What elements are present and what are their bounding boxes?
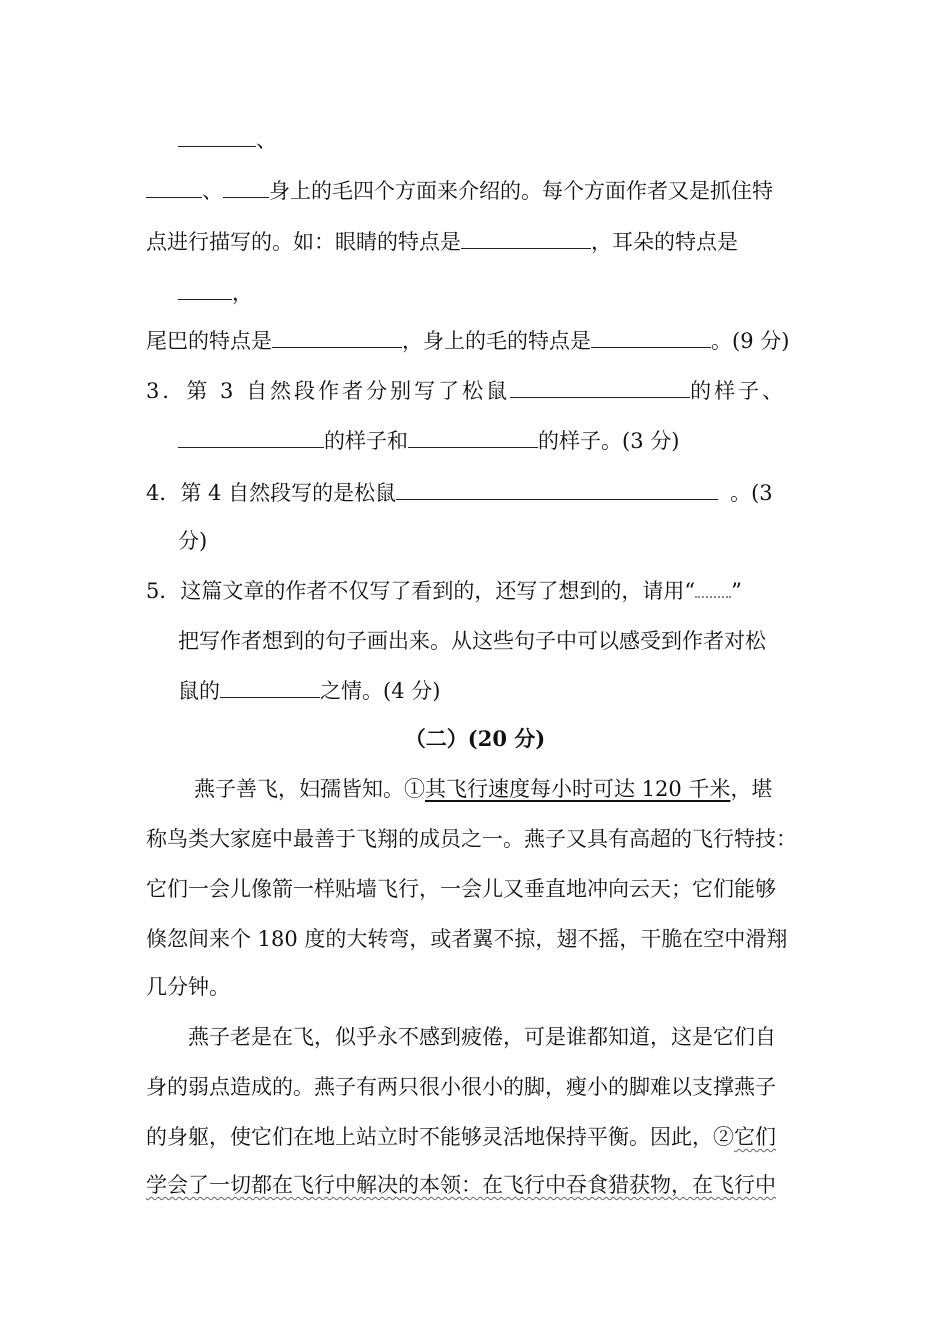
question-3: [146, 376, 786, 406]
question-text: 5．这篇文章的作者不仅写了看到的，还写了想到的，请用“: [146, 579, 696, 603]
question-text: 4．第 4 自然段写的是松鼠: [146, 481, 397, 505]
separator: ，: [232, 281, 253, 305]
blank[interactable]: [408, 427, 538, 448]
answer-line-2: [146, 176, 773, 206]
passage-line: [146, 1122, 776, 1152]
question-text: 的样子和: [324, 429, 408, 453]
question-text: 把写作者想到的句子画出来。从这些句子中可以感受到作者对松: [178, 629, 766, 653]
question-text: 的样子。(3 分): [538, 429, 680, 453]
underlined-sentence-1: 其飞行速度每小时可达 120 千米: [425, 777, 731, 801]
blank[interactable]: [510, 377, 690, 398]
wavy-underlined-sentence-2: 它们: [734, 1125, 776, 1149]
blank[interactable]: [178, 427, 324, 448]
passage-line: [146, 924, 787, 954]
separator: 、: [202, 179, 223, 203]
passage-line: [194, 774, 772, 804]
question-text: 鼠的: [178, 679, 220, 703]
passage-line: [146, 1072, 776, 1102]
passage-text: 的身躯，使它们在地上站立时不能够灵活地保持平衡。因此，②: [146, 1125, 734, 1149]
question-5-cont2: [178, 676, 440, 706]
score: 分): [178, 529, 208, 553]
question-4-cont: [178, 526, 207, 556]
answer-line-1: [178, 125, 277, 155]
answer-line-3: [146, 227, 738, 257]
question-text: ，身上的毛的特点是: [402, 329, 591, 353]
passage-line: [146, 972, 230, 1002]
score: 。(9 分): [711, 329, 790, 353]
passage-text: ，堪: [730, 777, 773, 801]
answer-line-5: [146, 326, 789, 356]
question-text: ，耳朵的特点是: [591, 230, 738, 254]
section-title-text: （二）(20 分): [404, 726, 546, 751]
section-title: [0, 724, 950, 754]
question-5: [146, 576, 742, 606]
score: 之情。(4 分): [320, 679, 441, 703]
passage-text: 燕子老是在飞，似乎永不感到疲倦，可是谁都知道，这是它们自: [188, 1025, 776, 1049]
blank[interactable]: [591, 327, 711, 348]
question-text: 3．第 3 自然段作者分别写了松鼠: [146, 379, 511, 403]
passage-text: 称鸟类大家庭中最善于飞翔的成员之一。燕子又具有高超的飞行特技：: [146, 827, 797, 851]
passage-text: 倏忽间来个 180 度的大转弯，或者翼不掠，翅不摇，干脆在空中滑翔: [146, 927, 788, 951]
passage-line: [146, 1170, 776, 1200]
score: 。(3: [730, 481, 773, 505]
passage-text: 身的弱点造成的。燕子有两只很小很小的脚，瘦小的脚难以支撑燕子: [146, 1075, 776, 1099]
question-5-cont: [178, 626, 766, 656]
blank[interactable]: [146, 177, 202, 198]
passage-text: 几分钟。: [146, 975, 230, 999]
wavy-line-mark: [695, 582, 731, 598]
question-text: ”: [731, 579, 742, 603]
passage-text: 燕子善飞，妇孺皆知。①: [194, 777, 425, 801]
question-text: 身上的毛四个方面来介绍的。每个方面作者又是抓住特: [269, 179, 773, 203]
blank[interactable]: [178, 126, 256, 147]
blank[interactable]: [272, 327, 402, 348]
question-4: [146, 478, 773, 508]
question-3-cont: [178, 426, 679, 456]
passage-line: [146, 824, 797, 854]
blank[interactable]: [461, 228, 591, 249]
passage-line: [146, 874, 776, 904]
blank[interactable]: [396, 479, 718, 500]
answer-line-4: [178, 278, 253, 308]
question-text: 的样子、: [690, 379, 787, 403]
separator: 、: [256, 128, 277, 152]
question-text: 点进行描写的。如：眼睛的特点是: [146, 230, 461, 254]
passage-line: [188, 1022, 776, 1052]
blank[interactable]: [178, 279, 232, 300]
passage-text: 它们一会儿像箭一样贴墙飞行，一会儿又垂直地冲向云天；它们能够: [146, 877, 776, 901]
wavy-underlined-sentence-2: 学会了一切都在飞行中解决的本领：在飞行中吞食猎获物，在飞行中: [146, 1173, 776, 1197]
blank[interactable]: [223, 177, 269, 198]
question-text: 尾巴的特点是: [146, 329, 272, 353]
blank[interactable]: [220, 677, 320, 698]
